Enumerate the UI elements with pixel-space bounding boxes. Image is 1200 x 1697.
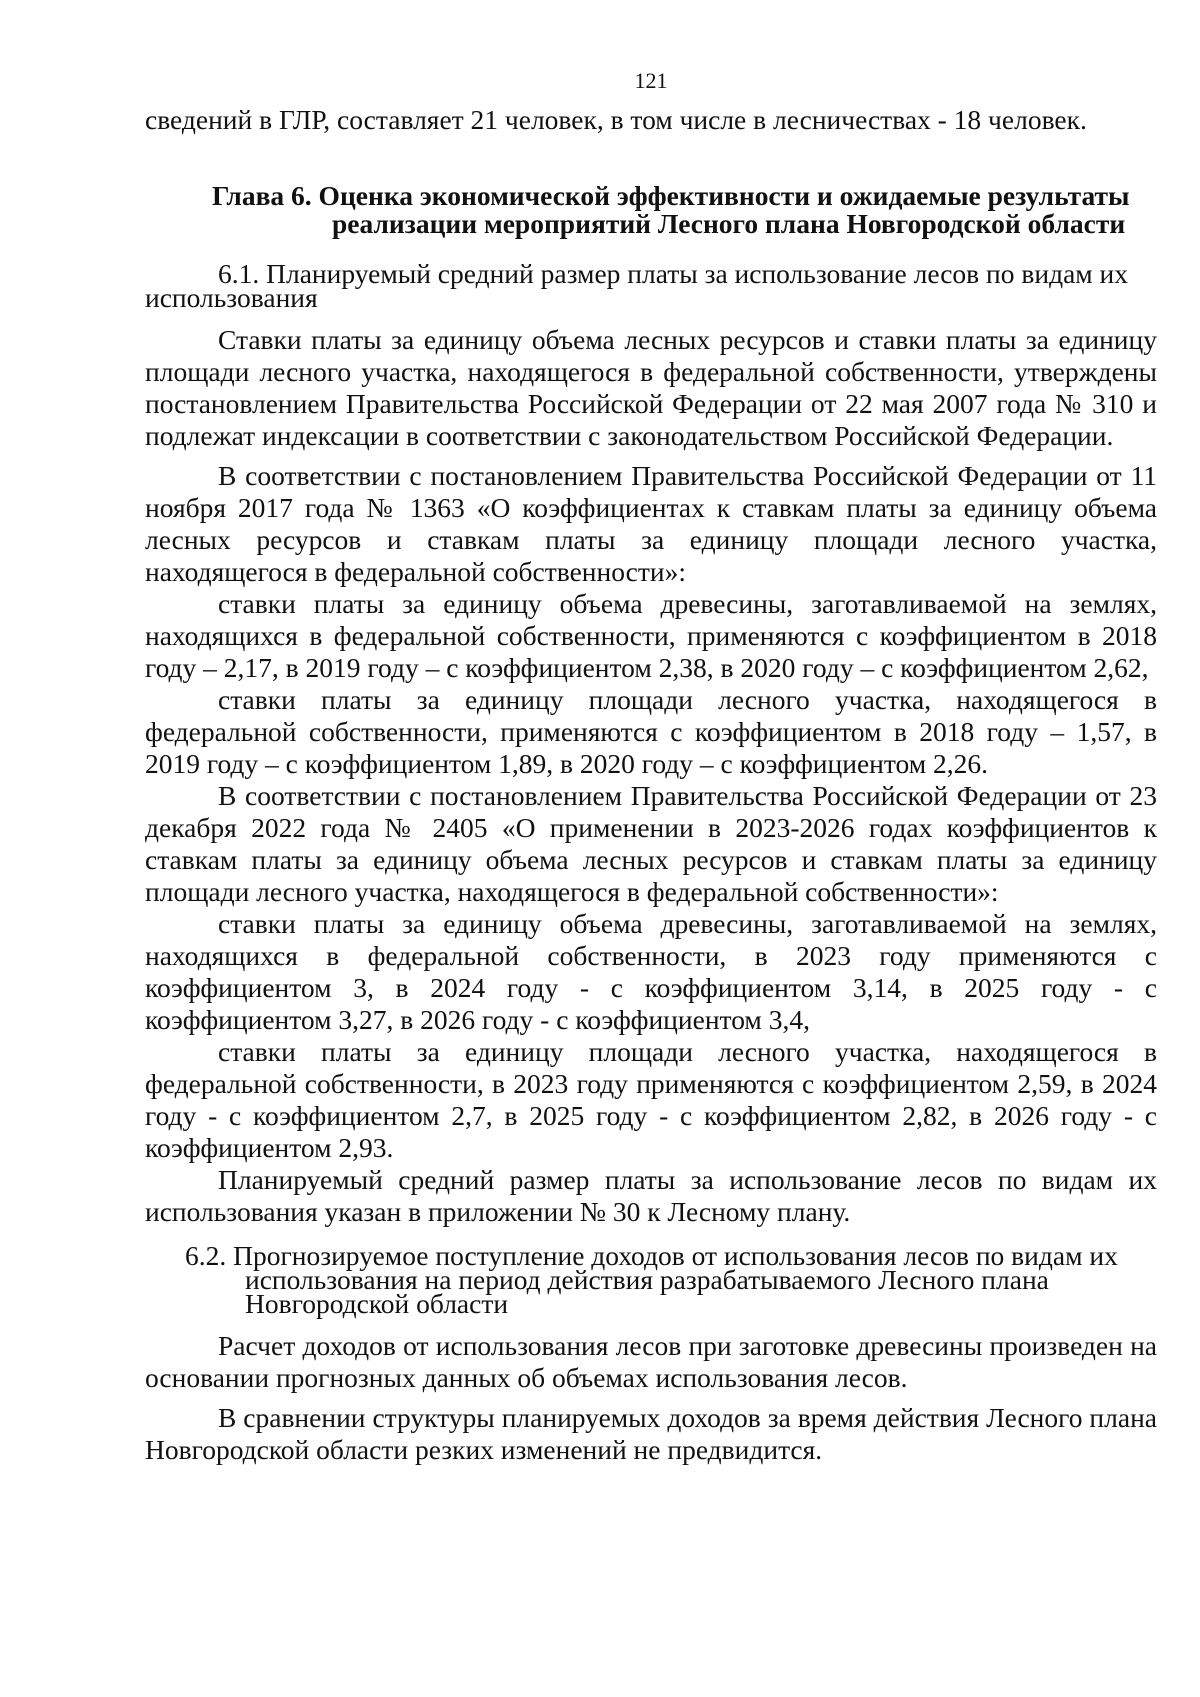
- paragraph-rates-approved: Ставки платы за единицу объема лесных ресурсов и ставки платы за единицу площади лесного участка, находящегося в федеральной собственности, утверждены постановлением Правительства Российской Федерации от 22 мая 2007 года № 310 и подлежат индексации в соответствии с законодательством Российской Федерации.: [145, 324, 1157, 451]
- paragraph-area-coefficients-2023-2026: ставки платы за единицу площади лесного участка, находящегося в федеральной собственности, в 2023 году применяются с коэффициентом 2,59, в 2024 году - с коэффициентом 2,7, в 2025 году - с коэффициентом 2,82, в 2026 году - с коэффициентом 2,93.: [145, 1036, 1157, 1163]
- paragraph-income-structure: В сравнении структуры планируемых доходов за время действия Лесного плана Новгородской области резких изменений не предвидится.: [145, 1402, 1157, 1465]
- page-content: [145, 68, 1157, 1466]
- paragraph-wood-coefficients-2023-2026: ставки платы за единицу объема древесины, заготавливаемой на землях, находящихся в федеральной собственности, в 2023 году применяются с коэффициентом 3, в 2024 году - с коэффициентом 3,14, в 2025 году - с коэффициентом 3,27, в 2026 году - с коэффициентом 3,4,: [145, 908, 1157, 1035]
- paragraph-wood-coefficients-2018-2020: ставки платы за единицу объема древесины, заготавливаемой на землях, находящихся в федеральной собственности, применяются с коэффициентом в 2018 году – 2,17, в 2019 году – с коэффициентом 2,38, в 2020 году – с коэффициентом 2,62,: [145, 588, 1157, 683]
- paragraph-area-coefficients-2018-2020: ставки платы за единицу площади лесного участка, находящегося в федеральной собственности, применяются с коэффициентом в 2018 году – 1,57, в 2019 году – с коэффициентом 1,89, в 2020 году – с коэффициентом 2,26.: [145, 684, 1157, 779]
- paragraph-income-calculation: Расчет доходов от использования лесов при заготовке древесины произведен на основании прогнозных данных об объемах использования лесов.: [145, 1330, 1157, 1393]
- chapter-heading: Глава 6. Оценка экономической эффективности и ожидаемые результаты реализации мероприятий Лесного плана Новгородской области: [212, 180, 1130, 239]
- paragraph-decree-2405: В соответствии с постановлением Правительства Российской Федерации от 23 декабря 2022 года № 2405 «О применении в 2023-2026 годах коэффициентов к ставкам платы за единицу объема лесных ресурсов и ставкам платы за единицу площади лесного участка, находящегося в федеральной собственности»:: [145, 780, 1157, 907]
- intro-line: сведений в ГЛР, составляет 21 человек, в том числе в лесничествах - 18 человек.: [145, 104, 1087, 135]
- paragraph-decree-1363: В соответствии с постановлением Правительства Российской Федерации от 11 ноября 2017 года № 1363 «О коэффициентах к ставкам платы за единицу объема лесных ресурсов и ставкам платы за единицу площади лесного участка, находящегося в федеральной собственности»:: [145, 460, 1157, 587]
- page-number: 121: [634, 68, 668, 93]
- paragraph-appendix-30: Планируемый средний размер платы за использование лесов по видам их использования указан в приложении № 30 к Лесному плану.: [145, 1164, 1157, 1227]
- section-1-heading: 6.1. Планируемый средний размер платы за использование лесов по видам их использования: [145, 258, 1129, 313]
- section-2-heading: 6.2. Прогнозируемое поступление доходов от использования лесов по видам их использования на период действия разрабатываемого Лесного плана Новгородской области: [185, 1240, 1118, 1319]
